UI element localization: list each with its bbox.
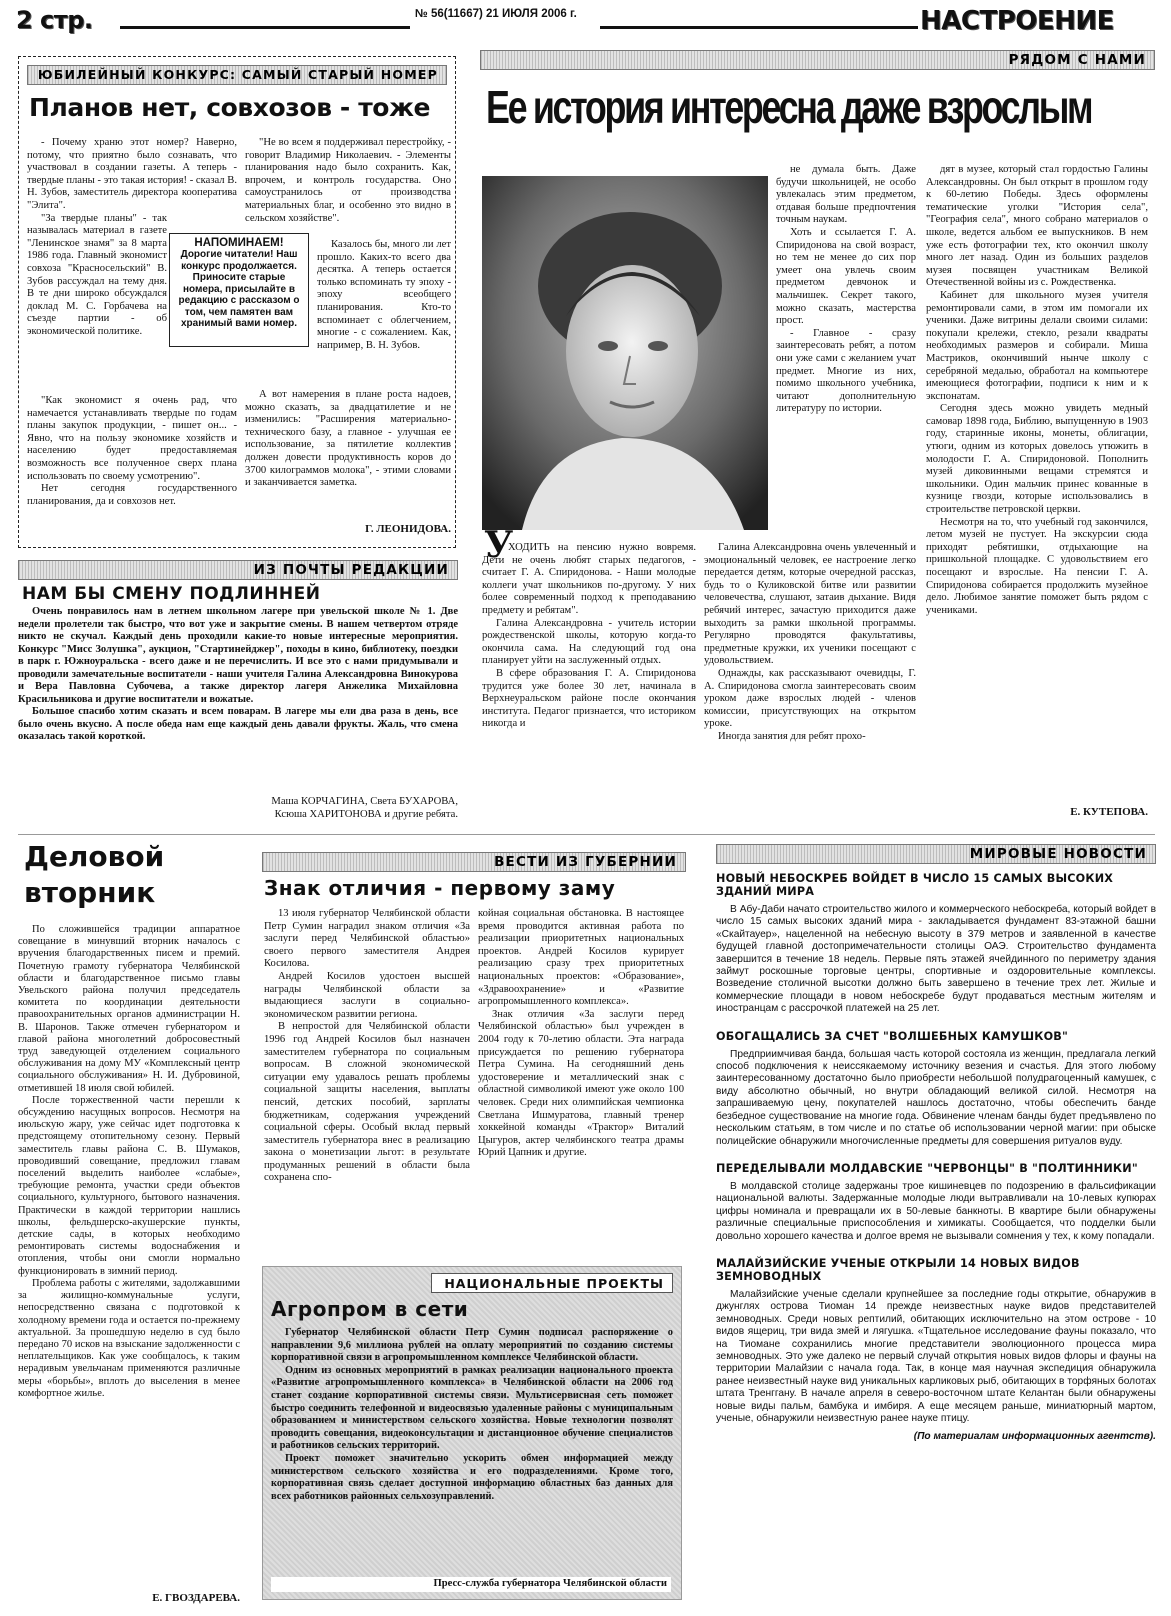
article-title: Ее история интересна даже взрослым [486, 81, 1092, 133]
section-title: НАСТРОЕНИЕ [920, 6, 1114, 36]
paragraph: А вот намерения в плане роста надоев, можно сказать, за двадцатилетие и не изменились: "Расширения материально-технического базу, а главное - улучшая ее использование, за пятилетие коллектив должен довести продуктивность коров до 3700 килограммов молока", - этими словами и заканчивается заметка. [245, 389, 451, 489]
paragraph: не думала быть. Даже будучи школьницей, не особо увлекалась этим предметом, отдавая больше предпочтения точным наукам. [776, 164, 916, 226]
news-body [716, 1181, 1156, 1243]
article-column-1-lower [27, 395, 237, 508]
news-source: (По материалам информационных агентств). [913, 1431, 1156, 1443]
rubric-bar [480, 50, 1155, 70]
paragraph: - Главное - сразу заинтересовать ребят, а потом они уже сами с желанием учат предмет. Многие из них, помимо школьного учебника, читают дополнительную литературу по истории. [776, 327, 916, 415]
paragraph: В сфере образования Г. А. Спиридонова трудится уже более 30 лет, начинала в Верхнеуральском районе после окончания института. Педагог признается, что историком никогда и [482, 667, 696, 730]
paragraph: Проект поможет значительно ускорить обмен информацией между министерством сельского хозяйства и его подразделениями. Кроме того, корпоративная связь сделает доступной информацию областных баз данных для всех работников районных сельхозуправлений. [271, 1452, 673, 1502]
paragraph: "За твердые планы" - так называлась материал в газете "Ленинское знамя" за 8 марта 1986 года. Главный экономист совхоза "Красносельский" В. Зубов рассуждал на тему дня. В те дни широко обсуждался доклад М. С. Горбачева на съезде партии - об экономической политике. [27, 212, 167, 337]
paragraph: Предприимчивая банда, большая часть которой состояла из женщин, предлагала легкий способ подключения к неиссякаемому источнику везения и счастья. Для этого любому заинтересованному достаточно было приобрести небольшой полудрагоценный камушек, с виду абсолютно обычный, но внутри обладающий великой силой. Несмотря на запрашиваемую цену, покупателей нашлось достаточно, чтобы обеспечить банде безбедное существование на многие года. Обвинение членам банды будет предъявлено по нескольким статьям, в том числе и по статье об использовании черной магии: при обыске полицейские обнаружили многочисленные предметы для совершения ритуалов вуду. [716, 1048, 1156, 1147]
article-column-3 [926, 164, 1148, 617]
divider [18, 834, 1155, 835]
paragraph: В Абу-Даби начато строительство жилого и коммерческого небоскреба, который войдет в число 15 самых высоких зданий мира - закладывается фундамент 83-этажной башни «Скайтауер», нацеленной на небесную высоту в 379 метров и заявленной в качестве будущей главной достопримечательности столицы ОАЭ. Строительство фундамента завершится в течение 18 недель. Первые пять этажей ячейдинного по периметру здания займут роскошные торговые центры, спортивные и оздоровительные комплексы. Возведение столичной высотки должно быть завершено в течение трех лет. Жилые и коммерческие площади в новом небоскребе будут продаваться местным жителям и иностранцам с рассрочкой платежей на 25 лет. [716, 904, 1156, 1015]
paragraph: Проблема работы с жителями, задолжавшими за жилищно-коммунальные услуги, непосредственно связана с подготовкой к холодному времени года и остается по-прежнему актуальной. За прошедшую неделю в суд было передано 70 исков на взыскание задолженности с неплательщиков. Как уже сообщалось, к таким нерадивым увельчанам применяются различные меры «борьбы», вплоть до выселения в менее комфортное жилье. [18, 1277, 240, 1399]
rubric-label: ВЕСТИ ИЗ ГУБЕРНИИ [494, 854, 677, 870]
paragraph: Сегодня здесь можно увидеть медный самовар 1898 года, Библию, выпущенную в 1903 году, старинные иконы, монеты, облигации, утюги, одним из которых довелось утюжить в молодости Г. А. Спиридоновой. Пополнить музей диковинными вещами стремятся и школьники. Один мальчик принес кованные в кузнице гвозди, которые использовались в строительстве петровской церкви. [926, 403, 1148, 516]
article-body [18, 606, 458, 744]
page-number: 2 стр. [16, 6, 93, 34]
article-column-2-bottom [245, 389, 451, 490]
news-headline: НОВЫЙ НЕБОСКРЕБ ВОЙДЕТ В ЧИСЛО 15 САМЫХ ВЫСОКИХ ЗДАНИЙ МИРА [716, 872, 1114, 898]
paragraph: Галина Александровна очень увлеченный и эмоциональный человек, ее настроение легко передается детям, которые очередной рассказ, будь то о Куликовской битве или развитии человечества, слушают, затаив дыхание. Видя ребячий интерес, зачастую приходится даже выходить за рамки школьной программы. Регулярно проводятся факультативы, предметные кружки, их ученики посещают с удовольствием. [704, 542, 916, 667]
article-history-teacher [480, 50, 1155, 828]
header-rule-left [120, 26, 410, 29]
paragraph: Нет сегодня государственного планирования, да и совхозов нет. [27, 483, 237, 507]
paragraph: койная социальная обстановка. В настоящее время проводится активная работа по реализации приоритетных национальных проектов. Андрей Косилов курирует реализацию сразу трех приоритетных национальных проектов: «Образование», «Здравоохранение» и «Развитие агропромышленного комплекса». [478, 908, 684, 1008]
drop-cap: У [484, 524, 514, 566]
news-headline: ПЕРЕДЕЛЫВАЛИ МОЛДАВСКИЕ "ЧЕРВОНЦЫ" В "ПОЛТИННИКИ" [716, 1161, 1138, 1175]
article-title: НАМ БЫ СМЕНУ ПОДЛИННЕЙ [22, 584, 321, 604]
paragraph: Несмотря на то, что учебный год закончился, летом музей не пустует. На экскурсии сюда приходят ребятишки, отдыхающие на пришкольной площадке. С удовольствием его посещают и взрослые. На пенсии Г. А. Спиридонова собирается продолжить музейное дело. Любимое занятие поможет быть рядом с учениками. [926, 516, 1148, 616]
article-title: Планов нет, совхозов - тоже [29, 93, 431, 122]
article-letters [18, 560, 458, 828]
paragraph: Знак отличия «За заслуги перед Челябинской областью» был учрежден в 2004 году к 70-летию области. Эта награда присуждается по решению губернатора Петра Сумина. На сегодняшний день удостоверение и металлический знак с областной символикой имеют уже около 100 человек. Среди них олимпийская чемпионка Светлана Ишмуратова, главный тренер хоккейной команды «Трактор» Виталий Цыгуров, актер челябинского театра драмы Юрий Цапник и другие. [478, 1008, 684, 1159]
article-title: Знак отличия - первому заму [264, 876, 616, 900]
rubric-bar [431, 1273, 673, 1293]
article-column-2-lower [704, 542, 916, 744]
article-body [271, 1327, 673, 1503]
news-list [716, 872, 1156, 1444]
news-body [716, 904, 1156, 1016]
paragraph: Очень понравилось нам в летнем школьном лагере при увельской школе № 1. Две недели пролетели так быстро, что вот уже и закрытие смены. В нашем четвертом отряде никто не скучал. Каждый день проходили какие-то новые интересные мероприятия. Конкурс "Мисс Золушка", аукцион, "Стартинейджер", походы в кино, библиотеку, поездки в парк г. Южноуральска - всего даже и не перечислить. И все это с нами придумывали и проводили замечательные воспитатели - наши учителя Галина Александровна Винокурова и Вера Павловна Субочева, а также директор лагеря Анжелика Михайловна Красильникова и другие воспитатели и вожатые. [18, 606, 458, 705]
paragraph: "Не во всем я поддерживал перестройку, - говорит Владимир Николаевич. - Элементы планирования надо было сохранить. Как, впрочем, и контроль государства. Оно самоустранилось от производства материальных благ, и особенно это видно в сельском хозяйстве". [245, 137, 451, 224]
rubric-label: ЮБИЛЕЙНЫЙ КОНКУРС: САМЫЙ СТАРЫЙ НОМЕР [37, 67, 438, 82]
rubric-bar [262, 852, 686, 872]
portrait-photo [482, 176, 768, 530]
paragraph: Губернатор Челябинской области Петр Сумин подписал распоряжение о направлении 9,6 миллиона рублей на оплату мероприятий по созданию системы корпоративной связи в агропромышленном комплексе Челябинской области. [271, 1327, 673, 1364]
news-body [716, 1049, 1156, 1148]
page-header [0, 0, 1171, 46]
reminder-box [169, 233, 309, 347]
author-signature-2: Ксюша ХАРИТОНОВА и другие ребята. [274, 809, 458, 820]
paragraph: Хоть и ссылается Г. А. Спиридонова на свой возраст, но тем не менее до сих пор умеет она увлечь своим предметом девчонок и мальчишек. Секрет такого, можно сказать, мастерства прост. [776, 226, 916, 327]
rubric-label: РЯДОМ С НАМИ [1008, 52, 1146, 68]
paragraph: Казалось бы, много ли лет прошло. Каких-то всего два десятка. А теперь остается только вспоминать ту эпоху - эпоху всеобщего планирования. Кто-то вспоминает с облегчением, многие - с сожалением. Как, например, В. Н. Зубов. [317, 239, 451, 351]
issue-info: № 56(11667) 21 ИЮЛЯ 2006 г. [415, 8, 577, 20]
paragraph: 13 июля губернатор Челябинской области Петр Сумин наградил знаком отличия «За заслуги перед Челябинской областью» своего первого заместителя Андрея Косилова. [264, 908, 470, 970]
paragraph: дят в музее, который стал гордостью Галины Александровны. Он был открыт в прошлом году к 60-летию Победы. Здесь оформлены тематические уголки "История села", "География села", много собрано материалов о школе, ведется альбом ее выпускников. В нем уже есть фотографии тех, кто окончил школу много лет назад. Один из больших разделов музея посвящен участникам Великой Отечественной войны из с. Рождественка. [926, 164, 1148, 289]
paragraph: После торжественной части перешли к обсуждению насущных вопросов. Несмотря на июльскую жару, уже сейчас идет подготовка к предстоящему отопительному сезону. Первый заместитель главы района С. В. Шумаков, проводивший совещание, предложил главам поселений выделить наиболее «слабые», требующие ремонта, участки среди объектов социального, культурного, бытового назначения. Практически в каждой территории нашлись школы, фельдшерско-акушерские пункты, детские сады, в которых необходимо ремонтировать системы водоснабжения и отопления, чтобы они смогли нормально функционировать в зимний период. [18, 1094, 240, 1277]
paragraph: Иногда занятия для ребят прохо- [718, 730, 866, 742]
article-governor-award [256, 852, 686, 1242]
paragraph: Большое спасибо хотим сказать и всем поварам. В лагере мы ели два раза в день, все было очень вкусно. А после обеда нам еще каждый день давали фрукты. Жаль, что смена оказалась такой короткой. [18, 706, 458, 742]
article-column-1 [264, 908, 470, 1185]
portrait-image [482, 176, 768, 530]
paragraph: Однажды, как рассказывают очевидцы, Г. А. Спиридонова смогла заинтересовать своим уроком даже взрослых людей - членов комиссии, присутствующих на открытом уроке. [704, 667, 916, 730]
article-column-2 [776, 164, 916, 416]
rubric-bar [27, 65, 447, 85]
paragraph: Малайзийские ученые сделали крупнейшее за последние годы открытие, обнаружив в джунглях острова Тиоман 14 прежде неизвестных науке видов представителей земноводных. Среди новых рептилий, обитающих исключительно на этом острове - 10 видов ящериц, три вида змей и лягушка. «Тщательное исследование фауны показало, что на Тиомане сохранились многие представители эволюционного процесса мира земноводных. Это уже далеко не первый случай открытия новых видов флоры и фауны на территории Малайзии с начала года. Так, в конце мая научная экспедиция обнаружила ранее неизвестный науке вид уникальных карликовых рыб, обитающих в торфяных болотах штата Тренггану. В начале апреля в северо-восточном штате Келантан были обнаружены новые виды пальм, бамбука и имбиря. А еще месяцем раньше, миниатюрный мартом, ученые, обнаружили неизвестную ранее науке птицу. [716, 1288, 1156, 1424]
paragraph: ХОДИТЬ на пенсию нужно вовремя. Дети не очень любят старых педагогов, - считает Г. А. Спиридонова. - Наши молодые коллеги учат школьников по-другому. У них более современный подход к преподаванию предмету и ребятам". [482, 542, 696, 616]
reminder-title: НАПОМИНАЕМ! [194, 237, 284, 249]
article-column-2 [478, 908, 684, 1160]
rubric-label: МИРОВЫЕ НОВОСТИ [969, 846, 1147, 862]
article-jubilee-contest [18, 56, 456, 548]
header-rule-right [600, 26, 918, 29]
author-signature: Е. КУТЕПОВА. [1070, 806, 1148, 818]
author-signature: Е. ГВОЗДАРЕВА. [152, 1592, 240, 1604]
paragraph: В непростой для Челябинской области 1996 год Андрей Косилов был назначен заместителем губернатора по социальным вопросам. В сложной экономической ситуации ему удавалось решать проблемы социальной защиты населения, выплаты пенсий, детских пособий, зарплаты бюджетникам, содержания учреждений социальной сферы. Особый вклад первый заместитель губернатора внес в реализацию закона о монетизации льгот: в результате продуманных решений в области была сохранена спо- [264, 1021, 470, 1184]
paragraph: Одним из основных мероприятий в рамках реализации национального проекта «Развитие агропромышленного комплекса» в Челябинской области на 2006 год станет создание корпоративной системы связи. Мультисервисная сеть поможет быстро соединить телефонной и видеосвязью удаленные районы с муниципальным образованием и министерством сельского хозяйства. Новые технологии позволят проводить совещания, видеоконсультации и дистанционное обучение специалистов и работников сельских территорий. [271, 1364, 673, 1452]
author-signature: Г. ЛЕОНИДОВА. [365, 523, 451, 535]
rubric-label: ИЗ ПОЧТЫ РЕДАКЦИИ [253, 562, 449, 578]
article-column-2-lower [317, 239, 451, 352]
author-signature-1: Маша КОРЧАГИНА, Света БУХАРОВА, [271, 796, 458, 807]
paragraph: Галина Александровна - учитель истории рождественской школы, которую когда-то окончила сама. На следующий год она планирует уйти на заслуженный отдых. [482, 617, 696, 667]
rubric-label: НАЦИОНАЛЬНЫЕ ПРОЕКТЫ [444, 1276, 664, 1291]
paragraph: По сложившейся традиции аппаратное совещание в минувший вторник началось с вручения благодарственных писем и премий. Почетную грамоту губернатора Челябинской области и благодарственное письмо главы Увельского района получил председатель комитета по координации деятельности правоохранительных органов администрации Н. В. Шаронов. Также отмечен губернатором и главой района многолетний добросовестный труд заведующей отделением социального обслуживания на дому МУ «Комплексный центр социального обслуживания» Н. И. Дубровиной, отметившей 18 июля свой юбилей. [18, 924, 240, 1094]
news-body [716, 1289, 1156, 1425]
article-agroprom [262, 1266, 682, 1600]
article-column-2 [245, 137, 451, 225]
press-service-signature: Пресс-служба губернатора Челябинской области [271, 1577, 671, 1592]
rubric-bar [18, 560, 458, 580]
article-column-1 [482, 542, 696, 731]
article-world-news [716, 844, 1156, 1606]
paragraph: В молдавской столице задержаны трое кишиневцев по подозрению в фальсификации национальной валюты. Задержанные молодые люди вытравливали на 10-левых купюрах цифры номинала и превращали их в 50-левые банкноты. В квартире были обнаружены различные специальные приспособления и химикаты. Сообщается, что подделки были довольно хорошего качества и долгое время не вызывали сомнения у тех, к кому попадали. [716, 1180, 1156, 1242]
paragraph: Андрей Косилов удостоен высшей награды Челябинской области за выдающиеся заслуги в социально-экономическом развитии региона. [264, 970, 470, 1020]
rubric-bar [716, 844, 1156, 864]
article-business-tuesday [18, 840, 240, 1610]
news-headline: ОБОГАЩАЛИСЬ ЗА СЧЕТ "ВОЛШЕБНЫХ КАМУШКОВ" [716, 1029, 1069, 1043]
reminder-text: Дорогие читатели! Наш конкурс продолжается. Приносите старые номера, присылайте в редакцию с рассказом о том, чем памятен вам хранимый вами номер. [178, 249, 300, 329]
paragraph: "Как экономист я очень рад, что намечается устанавливать твердые по годам планы закупок продукции, - пишет он... - Явно, что на пользу экономике хозяйств и населению будет предоставляемая возможность все полученное сверх плана использовать по своему усмотрению". [27, 395, 237, 482]
article-title-line-2: вторник [24, 876, 156, 909]
article-title-line-1: Деловой [24, 840, 165, 873]
article-body [18, 924, 240, 1400]
paragraph: - Почему храню этот номер? Наверно, потому, что приятно было сознавать, что участвовал в создании газеты. А теперь - твердые планы - это такая история! - сказал В. Н. Зубов, заместитель директора кооператива "Элита". [27, 137, 237, 211]
paragraph: Кабинет для школьного музея учителя ремонтировали сами, в этом им помогали их ученики. Даже витрины делали своими силами: покупали крележи, стекло, резали квадраты необходимых размеров и собирали. Миша Мастриков, окончивший нынче школу с серебряной медалью, обработал на компьютере имеющиеся фотографии, подписи к ним и к экспонатам. [926, 289, 1148, 402]
news-headline: МАЛАЙЗИЙСКИЕ УЧЕНЫЕ ОТКРЫЛИ 14 НОВЫХ ВИДОВ ЗЕМНОВОДНЫХ [716, 1256, 1080, 1283]
article-title: Агропром в сети [271, 1297, 469, 1321]
